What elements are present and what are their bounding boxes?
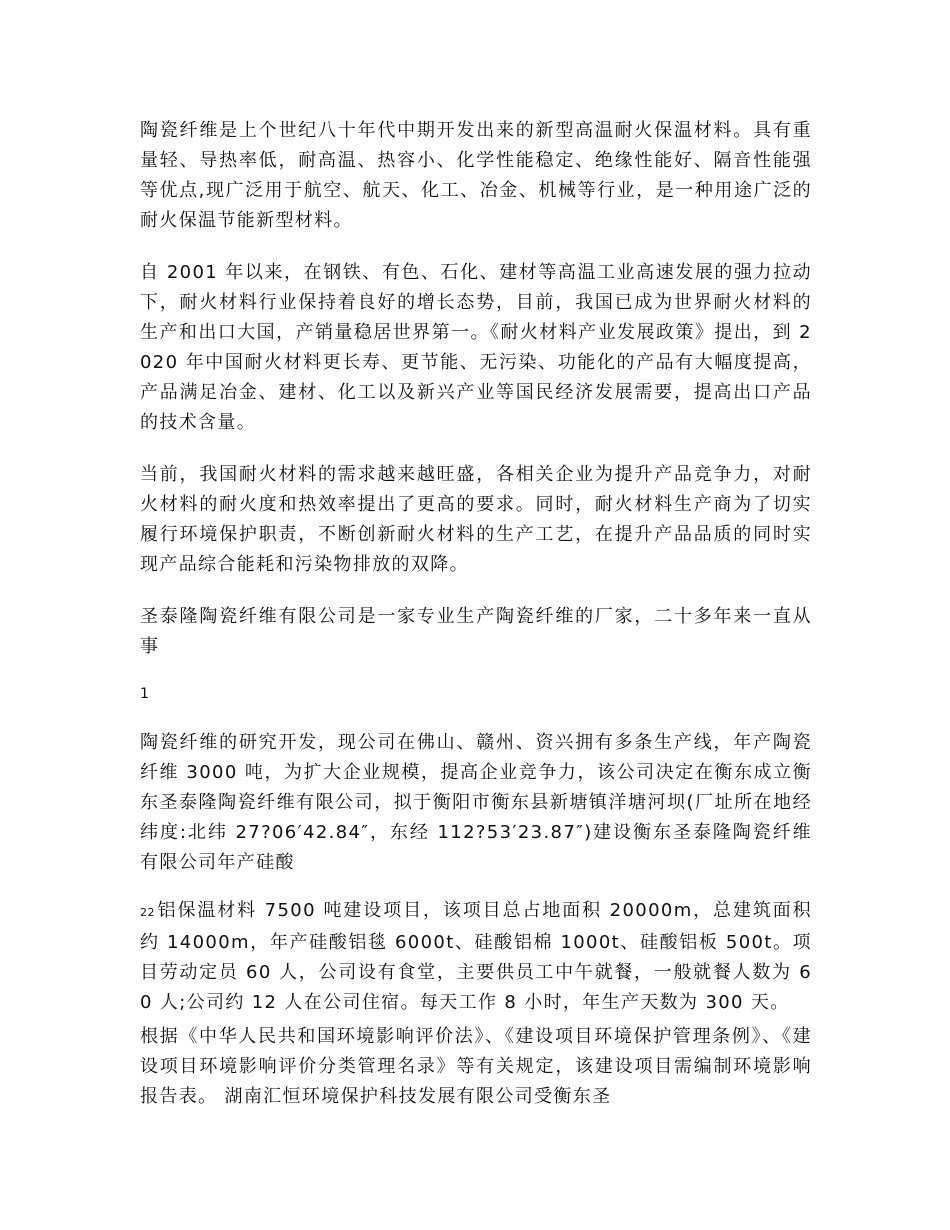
paragraph-industry-background: 自 2001 年以来，在钢铁、有色、石化、建材等高温工业高速发展的强力拉动下，耐火材料行业保持着良好的增长态势，目前，我国已成为世界耐火材料的生产和出口大国，产销量稳居世界第一。《耐火材料产业发展政策》提出，到 2020 年中国耐火材料更长寿、更节能、无污染、功能化的产品有大幅度提高，产品满足冶金、建材、化工以及新兴产业等国民经济发展需要，提高出口产品的技术含量。 — [140, 262, 812, 433]
paragraph-project-scale — [140, 896, 812, 1018]
paragraph-regulatory-basis: 根据《中华人民共和国环境影响评价法》、《建设项目环境保护管理条例》、《建设项目环境影响评价分类管理名录》等有关规定，该建设项目需编制环境影响报告表。 湖南汇恒环境保护科技发展有限公司受衡东圣 — [140, 1026, 812, 1107]
paragraph-ceramic-fiber-intro: 陶瓷纤维是上个世纪八十年代中期开发出来的新型高温耐火保温材料。具有重量轻、导热率低，耐高温、热容小、化学性能稳定、绝缘性能好、隔音性能强等优点,现广泛用于航空、航天、化工、冶金、机械等行业，是一种用途广泛的耐火保温节能新型材料。 — [140, 120, 812, 231]
paragraph-company-intro: 圣泰隆陶瓷纤维有限公司是一家专业生产陶瓷纤维的厂家，二十多年来一直从事 — [140, 606, 812, 657]
paragraph-project-location: 陶瓷纤维的研究开发，现公司在佛山、赣州、资兴拥有多条生产线，年产陶瓷纤维 3000 吨，为扩大企业规模，提高企业竞争力，该公司决定在衡东成立衡东圣泰隆陶瓷纤维有限公司，拟于衡阳市衡东县新塘镇洋塘河坝(厂址所在地经纬度:北纬 27?06′42.84″，东经 112?53′23.87″)建设衡东圣泰隆陶瓷纤维有限公司年产硅酸 — [140, 732, 812, 873]
paragraph-current-demand: 当前，我国耐火材料的需求越来越旺盛，各相关企业为提升产品竞争力，对耐火材料的耐火度和热效率提出了更高的要求。同时，耐火材料生产商为了切实履行环境保护职责，不断创新耐火材料的生产工艺，在提升产品品质的同时实现产品综合能耗和污染物排放的双降。 — [140, 464, 812, 575]
page-number: 1 — [140, 686, 149, 702]
superscript-prefix: 22 — [140, 906, 155, 919]
paragraph-project-scale-text: 铝保温材料 7500 吨建设项目，该项目总占地面积 20000m，总建筑面积约 14000m，年产硅酸铝毯 6000t、硅酸铝棉 1000t、硅酸铝板 500t。项目劳动定员 60 人，公司设有食堂，主要供员工中午就餐，一般就餐人数为 60 人;公司约 12 人在公司住宿。每天工作 8 小时，年生产天数为 300 天。 — [140, 900, 812, 1013]
